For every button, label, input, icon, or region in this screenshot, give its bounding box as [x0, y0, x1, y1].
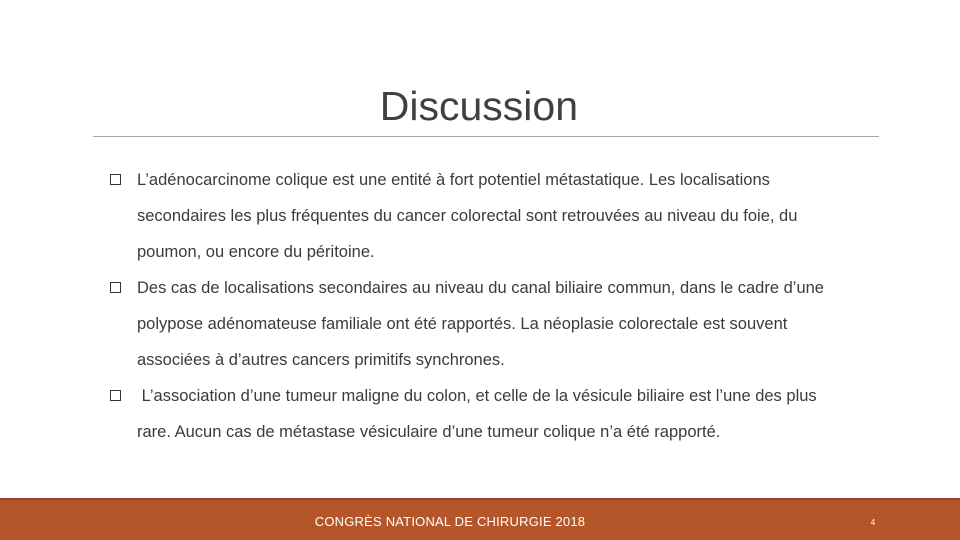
bullet-text: Des cas de localisations secondaires au niveau du canal biliaire commun, dans le cadre d’une polypose adénomateuse familiale ont été rapportés. La néoplasie colorectale est souvent associées à d’autres cancers primitifs synchrones. — [137, 279, 824, 369]
title-divider — [93, 136, 879, 137]
bullet-item — [108, 162, 838, 270]
bullet-item — [108, 270, 838, 378]
bullet-text: L’adénocarcinome colique est une entité à fort potentiel métastatique. Les localisations secondaires les plus fréquentes du cancer colorectal sont retrouvées au niveau du foie, du poumon, ou encore du péritoine. — [137, 171, 798, 261]
hollow-square-bullet-icon — [110, 174, 121, 185]
hollow-square-bullet-icon — [110, 282, 121, 293]
footer-text: CONGRÈS NATIONAL DE CHIRURGIE 2018 — [314, 514, 586, 529]
bullet-list — [108, 162, 838, 450]
slide-title: Discussion — [379, 83, 578, 129]
bullet-text: L’association d’une tumeur maligne du colon, et celle de la vésicule biliaire est l’une des plus rare. Aucun cas de métastase vésiculaire d’une tumeur colique n’a été rapporté. — [137, 387, 822, 441]
hollow-square-bullet-icon — [110, 390, 121, 401]
bullet-item — [108, 378, 838, 450]
footer-divider — [0, 498, 960, 500]
page-number: 4 — [870, 518, 876, 527]
